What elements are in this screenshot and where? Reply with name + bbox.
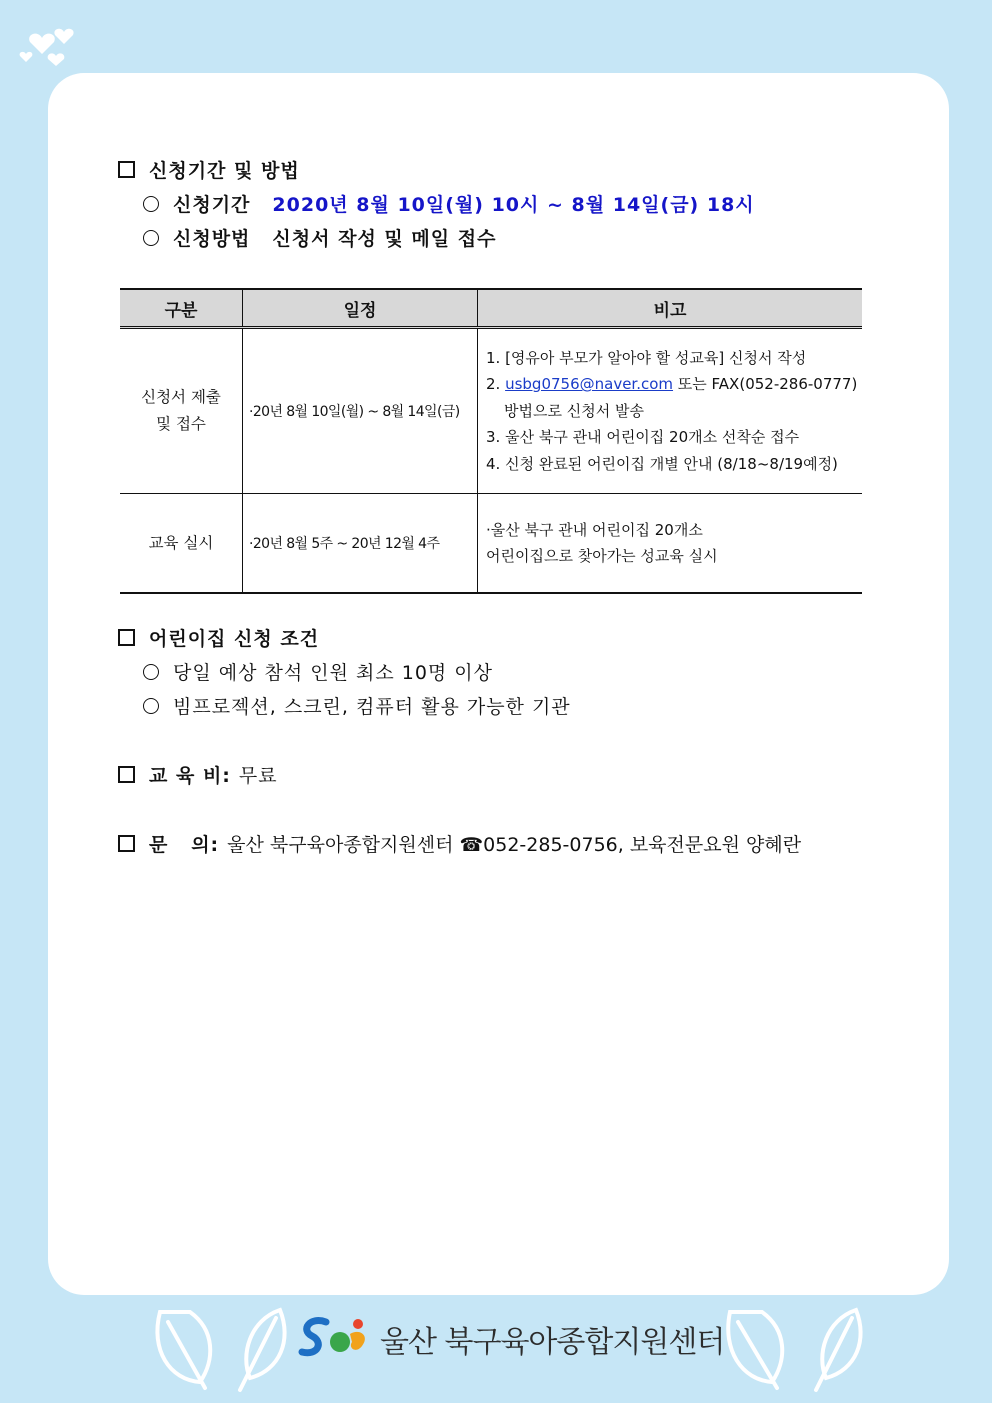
row-category: 교육 실시 bbox=[120, 494, 243, 594]
section-inquiry: 문 의: 울산 북구육아종합지원센터 ☎052-285-0756, 보육전문요원 양혜란 bbox=[118, 830, 801, 857]
email-link[interactable]: usbg0756@naver.com bbox=[505, 375, 674, 394]
period-value: 2020년 8월 10일(월) 10시 ~ 8월 14일(금) 18시 bbox=[272, 194, 755, 216]
table-row bbox=[120, 328, 862, 494]
table-header-row bbox=[120, 289, 862, 328]
checkbox-icon bbox=[118, 629, 135, 646]
circle-bullet-icon bbox=[143, 196, 159, 212]
schedule-table bbox=[120, 288, 862, 594]
header-schedule: 일정 bbox=[243, 289, 478, 328]
row-note: ·울산 북구 관내 어린이집 20개소 어린이집으로 찾아가는 성교육 실시 bbox=[478, 494, 863, 594]
section-conditions-title: 어린이집 신청 조건 bbox=[118, 624, 319, 651]
circle-bullet-icon bbox=[143, 664, 159, 680]
circle-bullet-icon bbox=[143, 698, 159, 714]
center-logo bbox=[296, 1314, 374, 1362]
checkbox-icon bbox=[118, 766, 135, 783]
header-note: 비고 bbox=[478, 289, 863, 328]
section-fee: 교 육 비: 무료 bbox=[118, 761, 278, 788]
header-category: 구분 bbox=[120, 289, 243, 328]
section-application-title: 신청기간 및 방법 bbox=[118, 156, 300, 183]
footer-org-name: 울산 북구육아종합지원센터 bbox=[380, 1325, 725, 1360]
circle-bullet-icon bbox=[143, 230, 159, 246]
checkbox-icon bbox=[118, 161, 135, 178]
application-period: 신청기간 2020년 8월 10일(월) 10시 ~ 8월 14일(금) 18시 bbox=[143, 190, 755, 217]
hearts-decoration bbox=[12, 18, 82, 78]
application-method: 신청방법 신청서 작성 및 메일 접수 bbox=[143, 224, 496, 251]
condition-item: 당일 예상 참석 인원 최소 10명 이상 bbox=[143, 658, 493, 685]
condition-item: 빔프로젝션, 스크린, 컴퓨터 활용 가능한 기관 bbox=[143, 692, 571, 719]
row-category: 신청서 제출 및 접수 bbox=[120, 328, 243, 494]
table-row bbox=[120, 494, 862, 594]
row-schedule: ·20년 8월 5주 ~ 20년 12월 4주 bbox=[243, 494, 478, 594]
row-schedule: ·20년 8월 10일(월) ~ 8월 14일(금) bbox=[243, 328, 478, 494]
row-note: 1. [영유아 부모가 알아야 할 성교육] 신청서 작성 2. usbg0756@naver.com 또는 FAX(052-286-0777) 방법으로 신청서 발송 3. 울산 북구 관내 어린이집 20개소 선착순 접수 4. 신청 완료된 어린이집 개별 안내 (8/18~8/19예정) bbox=[478, 328, 863, 494]
checkbox-icon bbox=[118, 835, 135, 852]
